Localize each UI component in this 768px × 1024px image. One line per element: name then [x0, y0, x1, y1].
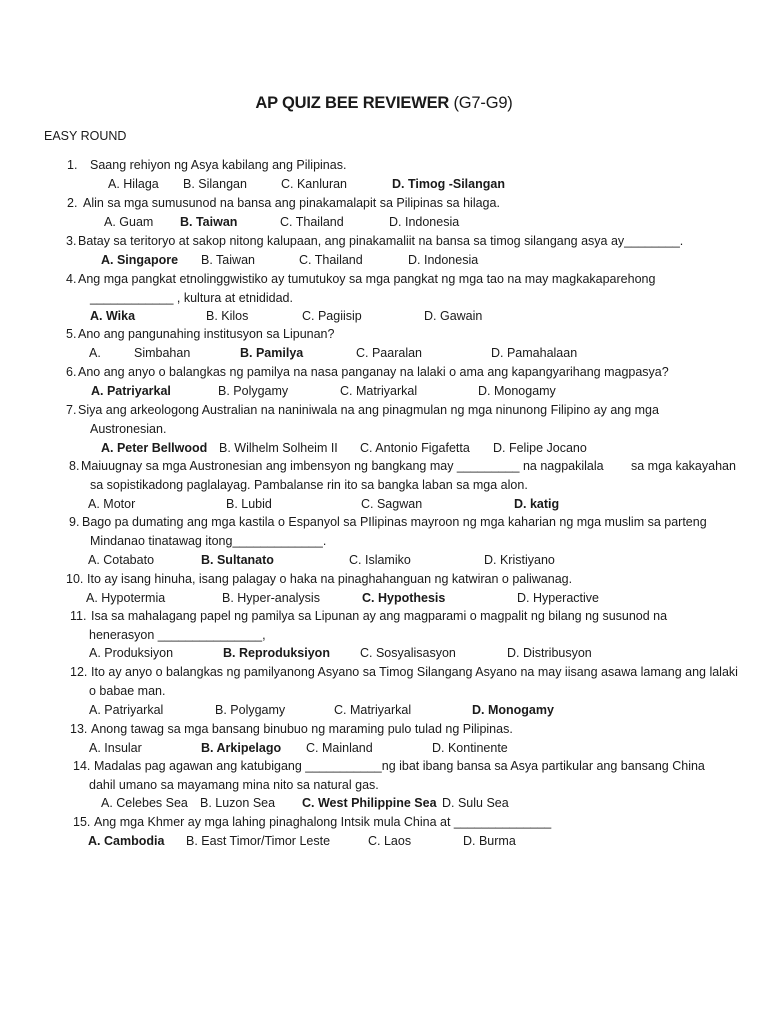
question-3-choice: C. Thailand	[299, 253, 363, 267]
question-2-text: Alin sa mga sumusunod na bansa ang pinakamalapit sa Pilipinas sa hilaga.	[83, 196, 500, 210]
question-9-text: Bago pa dumating ang mga kastila o Espanyol sa PIlipinas mayroon ng mga kaharian ng mga muslim sa parteng	[82, 515, 707, 529]
question-12-choice: B. Polygamy	[215, 703, 286, 717]
question-8-text: Maiuugnay sa mga Austronesian ang imbensyon ng bangkang may _________ na nagpakilala	[81, 459, 604, 473]
question-3-choice: D. Indonesia	[408, 253, 479, 267]
question-12-text: Ito ay anyo o balangkas ng pamilyanong Asyano sa Timog Silangang Asyano na may iisang asawa lamang ang lalaki	[91, 665, 738, 679]
question-10-text: Ito ay isang hinuha, isang palagay o haka na pinaghahanguan ng katwiran o paliwanag.	[87, 572, 573, 586]
question-1-text: Saang rehiyon ng Asya kabilang ang Pilipinas.	[90, 158, 347, 172]
question-10-choice: D. Hyperactive	[517, 591, 599, 605]
title-sub: (G7-G9)	[453, 94, 513, 112]
question-7-number: 7.	[66, 403, 77, 417]
question-13-choice: C. Mainland	[306, 741, 373, 755]
question-4-choice: A. Wika	[90, 309, 136, 323]
question-4-choice: B. Kilos	[206, 309, 249, 323]
question-6-choice: C. Matriyarkal	[340, 384, 418, 398]
section-heading: EASY ROUND	[44, 129, 127, 143]
question-10-choice: C. Hypothesis	[362, 591, 446, 605]
page-title	[0, 94, 768, 113]
question-1-choice: A. Hilaga	[108, 177, 159, 191]
question-15-choice: D. Burma	[463, 834, 516, 848]
question-15-number: 15.	[73, 815, 91, 829]
question-14-number: 14.	[73, 759, 91, 773]
question-12-choice: C. Matriyarkal	[334, 703, 412, 717]
question-4-text: ____________ , kultura at etnididad.	[90, 291, 293, 305]
question-2-choice: B. Taiwan	[180, 215, 238, 229]
question-3-number: 3.	[66, 234, 77, 248]
question-11-choice: D. Distribusyon	[507, 646, 592, 660]
question-7-choice: B. Wilhelm Solheim II	[219, 441, 338, 455]
question-14-choice: A. Celebes Sea	[101, 796, 188, 810]
question-13-choice: D. Kontinente	[432, 741, 508, 755]
question-5-choice: D. Pamahalaan	[491, 346, 578, 360]
question-8-text: sa mga kakayahan	[631, 459, 736, 473]
question-9-choice: B. Sultanato	[201, 553, 274, 567]
question-10-choice: B. Hyper-analysis	[222, 591, 320, 605]
question-4-choice: C. Pagiisip	[302, 309, 362, 323]
question-8-choice: A. Motor	[88, 497, 136, 511]
question-10-number: 10.	[66, 572, 84, 586]
question-15-choice: B. East Timor/Timor Leste	[186, 834, 331, 848]
question-7-choice: A. Peter Bellwood	[101, 441, 208, 455]
question-9-number: 9.	[69, 515, 80, 529]
question-6-text: Ano ang anyo o balangkas ng pamilya na nasa panganay na lalaki o ama ang kapangyarihang magpasya?	[78, 365, 669, 379]
question-11-choice: B. Reproduksiyon	[223, 646, 330, 660]
question-4-number: 4.	[66, 272, 77, 286]
question-5-number: 5.	[66, 327, 77, 341]
question-4-choice: D. Gawain	[424, 309, 483, 323]
question-2-choice: C. Thailand	[280, 215, 344, 229]
question-12-choice: D. Monogamy	[472, 703, 554, 717]
question-14-choice: B. Luzon Sea	[200, 796, 276, 810]
question-5-choice: A.	[89, 346, 101, 360]
question-1-number: 1.	[67, 158, 78, 172]
question-8-choice: D. katig	[514, 497, 560, 511]
question-8-number: 8.	[69, 459, 80, 473]
question-11-text: Isa sa mahalagang papel ng pamilya sa Lipunan ay ang magparami o magpalit ng bilang ng susunod na	[91, 609, 668, 623]
question-11-choice: C. Sosyalisasyon	[360, 646, 456, 660]
question-11-number: 11.	[70, 609, 87, 623]
question-1-choice: C. Kanluran	[281, 177, 348, 191]
question-13-choice: A. Insular	[89, 741, 142, 755]
question-14-choice: C. West Philippine Sea	[302, 796, 437, 810]
question-14-choice: D. Sulu Sea	[442, 796, 509, 810]
question-6-choice: D. Monogamy	[478, 384, 556, 398]
question-13-text: Anong tawag sa mga bansang binubuo ng maraming pulo tulad ng Pilipinas.	[91, 722, 513, 736]
question-2-choice: D. Indonesia	[389, 215, 460, 229]
question-5-choice: Simbahan	[134, 346, 191, 360]
question-6-number: 6.	[66, 365, 77, 379]
question-14-text: dahil umano sa mayamang mina nito sa natural gas.	[89, 778, 379, 792]
question-10-choice: A. Hypotermia	[86, 591, 166, 605]
question-3-choice: A. Singapore	[101, 253, 179, 267]
question-8-text: sa sopistikadong paglalayag. Pambalanse rin ito sa bangka laban sa mga alon.	[90, 478, 528, 492]
question-3-text: Batay sa teritoryo at sakop nitong kalupaan, ang pinakamaliit na bansa sa timog silangang asya ay________.	[78, 234, 684, 248]
question-12-choice: A. Patriyarkal	[89, 703, 164, 717]
question-3-choice: B. Taiwan	[201, 253, 255, 267]
question-8-choice: B. Lubid	[226, 497, 272, 511]
question-6-choice: A. Patriyarkal	[91, 384, 171, 398]
question-4-text: Ang mga pangkat etnolinggwistiko ay tumutukoy sa mga pangkat ng mga tao na may magkakaparehong	[78, 272, 656, 286]
question-5-text: Ano ang pangunahing institusyon sa Lipunan?	[78, 327, 335, 341]
question-13-choice: B. Arkipelago	[201, 741, 282, 755]
question-2-choice: A. Guam	[104, 215, 154, 229]
question-12-number: 12.	[70, 665, 88, 679]
question-6-choice: B. Polygamy	[218, 384, 289, 398]
question-5-choice: C. Paaralan	[356, 346, 423, 360]
question-15-choice: A. Cambodia	[88, 834, 165, 848]
question-9-text: Mindanao tinatawag itong_____________.	[90, 534, 327, 548]
question-9-choice: D. Kristiyano	[484, 553, 555, 567]
question-12-text: o babae man.	[89, 684, 166, 698]
question-7-choice: D. Felipe Jocano	[493, 441, 587, 455]
question-5-choice: B. Pamilya	[240, 346, 304, 360]
question-7-text: Siya ang arkeologong Australian na naniniwala na ang pinagmulan ng mga ninunong Filipino ay ang mga	[78, 403, 659, 417]
question-15-text: Ang mga Khmer ay mga lahing pinaghalong Intsik mula China at ______________	[94, 815, 552, 829]
question-8-choice: C. Sagwan	[361, 497, 423, 511]
question-13-number: 13.	[70, 722, 88, 736]
question-14-text: Madalas pag agawan ang katubigang ___________ng ibat ibang bansa sa Asya partikular ang bansang China	[94, 759, 705, 773]
question-11-text: henerasyon _______________,	[89, 628, 266, 642]
question-15-choice: C. Laos	[368, 834, 412, 848]
question-1-choice: B. Silangan	[183, 177, 247, 191]
question-9-choice: A. Cotabato	[88, 553, 155, 567]
question-7-choice: C. Antonio Figafetta	[360, 441, 470, 455]
question-9-choice: C. Islamiko	[349, 553, 411, 567]
question-2-number: 2.	[67, 196, 78, 210]
question-7-text: Austronesian.	[90, 422, 167, 436]
question-1-choice: D. Timog -Silangan	[392, 177, 505, 191]
question-11-choice: A. Produksiyon	[89, 646, 174, 660]
title-main: AP QUIZ BEE REVIEWER	[255, 94, 450, 112]
